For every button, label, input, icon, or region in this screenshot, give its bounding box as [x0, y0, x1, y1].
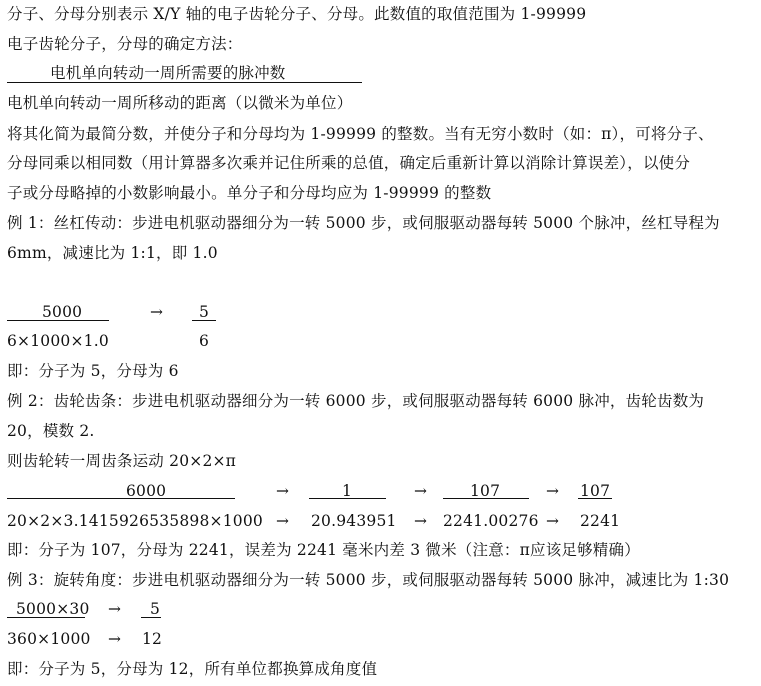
intro-line-5: 分母同乘以相同数（用计算器多次乘并记住所乘的总值，确定后重新计算以消除计算误差），以使分 [7, 154, 691, 172]
example2-bar-3 [443, 498, 529, 499]
example2-bar-4 [578, 498, 612, 499]
fraction-denominator-text: 电机单向转动一周所移动的距离（以微米为单位） [7, 94, 353, 112]
example3-numerator-2: 5 [150, 600, 161, 618]
example1-line2: 6mm，减速比为 1:1，即 1.0 [7, 244, 218, 262]
example2-line3: 则齿轮转一周齿条运动 20×2×π [7, 452, 237, 470]
example1-result: 即：分子为 5，分母为 6 [7, 362, 179, 380]
arrow-icon: → [108, 600, 122, 618]
arrow-icon: → [414, 512, 428, 530]
arrow-icon: → [108, 630, 122, 648]
example1-denominator-1: 6×1000×1.0 [7, 332, 109, 350]
example3-bar-1 [7, 617, 85, 618]
example2-numerator-3: 107 [470, 482, 501, 500]
fraction-bar [7, 82, 362, 83]
arrow-icon: → [276, 512, 290, 530]
example3-denominator-1: 360×1000 [7, 630, 91, 648]
arrow-icon: → [276, 482, 290, 500]
example2-bar-1 [7, 498, 235, 499]
example1-denominator-2: 6 [199, 332, 210, 350]
arrow-icon: → [546, 512, 560, 530]
example2-denominator-4: 2241 [580, 512, 621, 530]
example2-numerator-1: 6000 [126, 482, 167, 500]
arrow-icon: → [150, 303, 164, 321]
example3-bar-2 [141, 617, 161, 618]
example3-line1: 例 3：旋转角度：步进电机驱动器细分为一转 5000 步，或伺服驱动器每转 5000 脉冲，减速比为 1:30 [7, 571, 730, 589]
example2-result: 即：分子为 107，分母为 2241，误差为 2241 毫米内差 3 微米（注意：π应该足够精确） [7, 541, 640, 559]
fraction-numerator-text: 电机单向转动一周所需要的脉冲数 [50, 64, 286, 82]
example1-bar-1 [7, 320, 109, 321]
example2-line2: 20，模数 2. [7, 422, 95, 440]
example1-numerator-1: 5000 [42, 303, 83, 321]
intro-line-4: 将其化简为最简分数，并使分子和分母均为 1-99999 的整数。当有无穷小数时（如：π），可将分子、 [7, 125, 714, 143]
arrow-icon: → [546, 482, 560, 500]
arrow-icon: → [414, 482, 428, 500]
example2-numerator-4: 107 [580, 482, 611, 500]
example1-line1: 例 1：丝杠传动：步进电机驱动器细分为一转 5000 步，或伺服驱动器每转 5000 个脉冲，丝杠导程为 [7, 214, 720, 232]
example2-denominator-2: 20.943951 [311, 512, 397, 530]
example2-line1: 例 2：齿轮齿条：步进电机驱动器细分为一转 6000 步，或伺服驱动器每转 6000 脉冲，齿轮齿数为 [7, 392, 705, 410]
example1-numerator-2: 5 [199, 303, 210, 321]
example2-numerator-2: 1 [342, 482, 353, 500]
example1-bar-2 [192, 320, 216, 321]
method-heading: 电子齿轮分子，分母的确定方法： [7, 35, 243, 53]
example3-result: 即：分子为 5，分母为 12，所有单位都换算成角度值 [7, 660, 378, 678]
example2-denominator-3: 2241.00276 [443, 512, 539, 530]
example2-denominator-1: 20×2×3.1415926535898×1000 [7, 512, 263, 530]
example3-denominator-2: 12 [142, 630, 163, 648]
intro-line-1: 分子、分母分别表示 X/Y 轴的电子齿轮分子、分母。此数值的取值范围为 1-99999 [7, 5, 587, 23]
example2-bar-2 [309, 498, 386, 499]
intro-line-6: 子或分母略掉的小数影响最小。单分子和分母均应为 1-99999 的整数 [7, 184, 492, 202]
example3-numerator-1: 5000×30 [16, 600, 90, 618]
